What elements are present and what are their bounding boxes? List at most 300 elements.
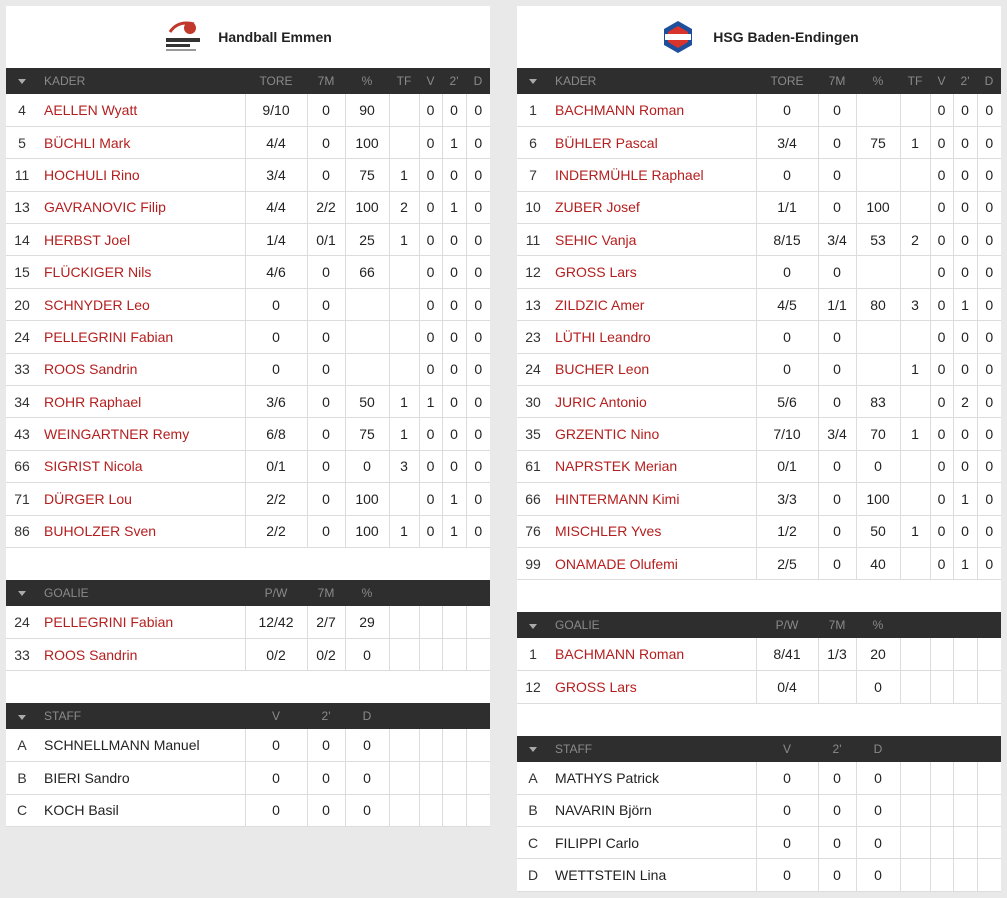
- percent-cell: 100: [856, 191, 900, 223]
- d-cell: 0: [977, 418, 1001, 450]
- team-panel-away: [517, 6, 1001, 892]
- 2min-header: 2': [321, 709, 331, 724]
- 2min-cell: 1: [442, 191, 466, 223]
- 7m-cell: 0: [307, 288, 345, 320]
- player-name[interactable]: GRZENTIC Nino: [549, 418, 756, 450]
- percent-cell: [856, 159, 900, 191]
- percent-header: %: [872, 74, 884, 88]
- 7m-cell: 0: [307, 418, 345, 450]
- tf-cell: [900, 159, 930, 191]
- 2min-cell: 0: [818, 762, 856, 794]
- tf-cell: [900, 483, 930, 515]
- v-cell: 0: [419, 321, 442, 353]
- 7m-cell: 2/2: [307, 191, 345, 223]
- v-cell: 0: [245, 762, 307, 794]
- team-header: [517, 6, 1001, 68]
- player-name[interactable]: BACHMANN Roman: [549, 94, 756, 126]
- player-number: 34: [6, 386, 38, 418]
- player-row: [6, 126, 490, 158]
- player-row: [517, 515, 1001, 547]
- player-number: 76: [517, 515, 549, 547]
- collapse-goalie-icon[interactable]: [6, 580, 38, 606]
- 7m-cell: 0: [307, 450, 345, 482]
- v-cell: 0: [245, 729, 307, 761]
- player-name[interactable]: HINTERMANN Kimi: [549, 483, 756, 515]
- tore-cell: 8/15: [756, 224, 818, 256]
- 2min-cell: 0: [953, 418, 977, 450]
- player-name[interactable]: SIGRIST Nicola: [38, 450, 245, 482]
- percent-cell: 80: [856, 288, 900, 320]
- d-cell: 0: [977, 353, 1001, 385]
- player-number: 71: [6, 483, 38, 515]
- tf-cell: [389, 94, 419, 126]
- staff-name: SCHNELLMANN Manuel: [38, 729, 245, 761]
- 2min-cell: 0: [953, 353, 977, 385]
- tore-cell: 4/6: [245, 256, 307, 288]
- tore-cell: 1/4: [245, 224, 307, 256]
- 2min-cell: 1: [953, 288, 977, 320]
- tore-cell: 4/5: [756, 288, 818, 320]
- staff-table: [6, 703, 490, 827]
- 2min-cell: 0: [442, 256, 466, 288]
- staff-letter: A: [517, 762, 549, 794]
- player-name[interactable]: SCHNYDER Leo: [38, 288, 245, 320]
- tf-header: TF: [907, 74, 923, 88]
- staff-letter: D: [517, 859, 549, 891]
- tf-cell: [389, 288, 419, 320]
- percent-cell: 100: [345, 515, 389, 547]
- 7m-cell: 0: [818, 450, 856, 482]
- v-cell: 0: [419, 353, 442, 385]
- goalie-name[interactable]: PELLEGRINI Fabian: [38, 606, 245, 638]
- player-name[interactable]: ROOS Sandrin: [38, 353, 245, 385]
- percent-cell: 25: [345, 224, 389, 256]
- goalie-table: [6, 580, 490, 671]
- player-name[interactable]: GAVRANOVIC Filip: [38, 191, 245, 223]
- tore-cell: 3/4: [756, 126, 818, 158]
- tf-cell: 3: [900, 288, 930, 320]
- tore-cell: 0: [245, 321, 307, 353]
- tore-cell: 0: [245, 288, 307, 320]
- tf-cell: 2: [900, 224, 930, 256]
- pw-cell: 8/41: [756, 638, 818, 670]
- 7m-header: 7M: [828, 74, 846, 88]
- player-number: 66: [6, 450, 38, 482]
- d-cell: 0: [856, 826, 900, 858]
- goalie-name[interactable]: ROOS Sandrin: [38, 638, 245, 670]
- v-cell: 0: [419, 94, 442, 126]
- player-row: [517, 126, 1001, 158]
- player-name[interactable]: BUHOLZER Sven: [38, 515, 245, 547]
- tf-cell: [389, 126, 419, 158]
- player-name[interactable]: HOCHULI Rino: [38, 159, 245, 191]
- d-cell: 0: [345, 729, 389, 761]
- player-number: 61: [517, 450, 549, 482]
- 2min-cell: 0: [442, 418, 466, 450]
- 2min-cell: 0: [442, 450, 466, 482]
- 2min-cell: 0: [953, 256, 977, 288]
- tore-header: TORE: [770, 74, 804, 88]
- percent-cell: 100: [345, 191, 389, 223]
- player-name[interactable]: DÜRGER Lou: [38, 483, 245, 515]
- pw-cell: 0/2: [245, 638, 307, 670]
- percent-cell: [345, 353, 389, 385]
- percent-cell: 75: [345, 418, 389, 450]
- tf-header: TF: [396, 74, 412, 88]
- player-row: [6, 418, 490, 450]
- kader-header-row: [6, 68, 490, 94]
- v-cell: 0: [930, 353, 953, 385]
- player-row: [6, 224, 490, 256]
- tore-cell: 0: [756, 256, 818, 288]
- goalie-row: [6, 638, 490, 670]
- goalie-name[interactable]: BACHMANN Roman: [549, 638, 756, 670]
- tf-cell: 1: [389, 224, 419, 256]
- player-name[interactable]: SEHIC Vanja: [549, 224, 756, 256]
- player-number: 11: [6, 159, 38, 191]
- tf-cell: 1: [389, 159, 419, 191]
- collapse-goalie-icon[interactable]: [517, 612, 549, 638]
- player-row: [517, 191, 1001, 223]
- 2min-cell: 0: [953, 126, 977, 158]
- 2min-cell: 0: [442, 353, 466, 385]
- player-row: [517, 386, 1001, 418]
- percent-cell: 0: [345, 638, 389, 670]
- 7m-cell: 0: [818, 515, 856, 547]
- player-name[interactable]: BUCHER Leon: [549, 353, 756, 385]
- tf-cell: [389, 483, 419, 515]
- player-row: [6, 386, 490, 418]
- percent-cell: [345, 321, 389, 353]
- staff-row: [6, 729, 490, 761]
- 2min-cell: 0: [953, 224, 977, 256]
- goalie-row: [6, 606, 490, 638]
- player-number: 12: [517, 256, 549, 288]
- v-cell: 0: [419, 191, 442, 223]
- d-cell: 0: [466, 483, 490, 515]
- goalie-number: 24: [6, 606, 38, 638]
- d-cell: 0: [856, 859, 900, 891]
- tf-cell: 1: [900, 126, 930, 158]
- 7m-cell: 3/4: [818, 418, 856, 450]
- v-header: V: [937, 74, 946, 88]
- d-cell: 0: [466, 288, 490, 320]
- percent-cell: 29: [345, 606, 389, 638]
- d-cell: 0: [466, 515, 490, 547]
- percent-cell: 75: [856, 126, 900, 158]
- player-name[interactable]: LÜTHI Leandro: [549, 321, 756, 353]
- player-row: [6, 256, 490, 288]
- goalie-name[interactable]: GROSS Lars: [549, 671, 756, 703]
- tf-cell: [900, 256, 930, 288]
- v-cell: 0: [756, 794, 818, 826]
- v-cell: 0: [419, 159, 442, 191]
- 2min-header: 2': [960, 74, 970, 88]
- player-name[interactable]: INDERMÜHLE Raphael: [549, 159, 756, 191]
- 7m-header: 7M: [317, 74, 335, 88]
- 2min-cell: 2: [953, 386, 977, 418]
- pw-cell: 0/4: [756, 671, 818, 703]
- 2min-cell: 0: [953, 191, 977, 223]
- player-row: [517, 159, 1001, 191]
- tore-cell: 6/8: [245, 418, 307, 450]
- player-name[interactable]: FLÜCKIGER Nils: [38, 256, 245, 288]
- tore-cell: 0: [756, 321, 818, 353]
- player-row: [6, 353, 490, 385]
- player-row: [517, 224, 1001, 256]
- player-row: [517, 288, 1001, 320]
- goalie-header[interactable]: GOALIE: [555, 618, 600, 633]
- d-cell: 0: [466, 94, 490, 126]
- player-row: [6, 515, 490, 547]
- 2min-cell: 0: [442, 321, 466, 353]
- staff-name: NAVARIN Björn: [549, 794, 756, 826]
- 7m-cell: 0: [818, 547, 856, 579]
- tf-cell: [900, 450, 930, 482]
- 2min-cell: 0: [953, 450, 977, 482]
- player-row: [517, 321, 1001, 353]
- v-cell: 0: [419, 288, 442, 320]
- 7m-header: 7M: [317, 585, 335, 600]
- tore-cell: 5/6: [756, 386, 818, 418]
- staff-row: [517, 762, 1001, 794]
- staff-header[interactable]: STAFF: [555, 741, 593, 756]
- player-name[interactable]: JURIC Antonio: [549, 386, 756, 418]
- section-spacer: [6, 671, 490, 703]
- tore-cell: 9/10: [245, 94, 307, 126]
- tf-cell: [389, 353, 419, 385]
- goalie-table: [517, 612, 1001, 703]
- 7m-cell: 0: [818, 386, 856, 418]
- 2min-cell: 0: [442, 159, 466, 191]
- tore-header: TORE: [259, 74, 293, 88]
- player-number: 24: [517, 353, 549, 385]
- 7m-cell: 0: [818, 353, 856, 385]
- player-name[interactable]: PELLEGRINI Fabian: [38, 321, 245, 353]
- 7m-cell: [818, 671, 856, 703]
- tore-cell: 0: [245, 353, 307, 385]
- tore-cell: 0: [756, 94, 818, 126]
- d-cell: 0: [466, 450, 490, 482]
- d-header: D: [984, 74, 994, 88]
- player-number: 10: [517, 191, 549, 223]
- percent-cell: [856, 321, 900, 353]
- team-header: [6, 6, 490, 68]
- tore-cell: 1/2: [756, 515, 818, 547]
- d-header: D: [362, 709, 372, 724]
- d-cell: 0: [977, 321, 1001, 353]
- collapse-staff-icon[interactable]: [6, 703, 38, 729]
- player-name[interactable]: NAPRSTEK Merian: [549, 450, 756, 482]
- 2min-cell: 0: [953, 321, 977, 353]
- 2min-cell: 1: [953, 483, 977, 515]
- tore-cell: 1/1: [756, 191, 818, 223]
- staff-row: [6, 762, 490, 794]
- tf-cell: 1: [900, 418, 930, 450]
- 2min-cell: 0: [442, 386, 466, 418]
- player-number: 43: [6, 418, 38, 450]
- player-number: 6: [517, 126, 549, 158]
- collapse-kader-icon[interactable]: [517, 68, 549, 94]
- player-name[interactable]: ONAMADE Olufemi: [549, 547, 756, 579]
- tf-cell: [900, 191, 930, 223]
- 7m-cell: 0/2: [307, 638, 345, 670]
- tf-cell: 1: [389, 515, 419, 547]
- section-spacer: [6, 548, 490, 580]
- player-name[interactable]: ROHR Raphael: [38, 386, 245, 418]
- 7m-cell: 0: [307, 515, 345, 547]
- staff-name: WETTSTEIN Lina: [549, 859, 756, 891]
- tf-cell: [389, 321, 419, 353]
- percent-header: %: [361, 74, 373, 88]
- tf-cell: 1: [389, 418, 419, 450]
- player-row: [6, 288, 490, 320]
- player-number: 1: [517, 94, 549, 126]
- player-number: 24: [6, 321, 38, 353]
- 7m-cell: 0: [818, 191, 856, 223]
- percent-cell: 100: [856, 483, 900, 515]
- v-cell: 0: [419, 224, 442, 256]
- tore-cell: 3/3: [756, 483, 818, 515]
- d-header: D: [873, 741, 883, 756]
- percent-cell: 66: [345, 256, 389, 288]
- tf-cell: 3: [389, 450, 419, 482]
- d-cell: 0: [977, 483, 1001, 515]
- 7m-cell: 1/3: [818, 638, 856, 670]
- player-row: [517, 353, 1001, 385]
- v-cell: 1: [419, 386, 442, 418]
- v-header: V: [782, 741, 791, 756]
- staff-name: KOCH Basil: [38, 794, 245, 826]
- goalie-header[interactable]: GOALIE: [44, 585, 89, 600]
- goalie-number: 12: [517, 671, 549, 703]
- kader-header-row: [517, 68, 1001, 94]
- v-cell: 0: [930, 547, 953, 579]
- 2min-cell: 0: [953, 159, 977, 191]
- player-number: 20: [6, 288, 38, 320]
- kader-header[interactable]: KADER: [44, 74, 86, 88]
- 7m-cell: 0: [818, 321, 856, 353]
- staff-letter: C: [6, 794, 38, 826]
- 2min-header: 2': [832, 741, 842, 756]
- tore-cell: 3/6: [245, 386, 307, 418]
- collapse-kader-icon[interactable]: [6, 68, 38, 94]
- tore-cell: 2/5: [756, 547, 818, 579]
- percent-cell: 90: [345, 94, 389, 126]
- player-number: 15: [6, 256, 38, 288]
- tf-cell: 1: [900, 353, 930, 385]
- v-cell: 0: [930, 191, 953, 223]
- tore-cell: 4/4: [245, 191, 307, 223]
- staff-header[interactable]: STAFF: [44, 709, 82, 724]
- 2min-cell: 1: [442, 483, 466, 515]
- 2min-cell: 1: [442, 126, 466, 158]
- percent-cell: 0: [345, 450, 389, 482]
- d-cell: 0: [466, 386, 490, 418]
- v-cell: 0: [930, 450, 953, 482]
- percent-cell: 0: [856, 671, 900, 703]
- v-cell: 0: [930, 483, 953, 515]
- percent-header: %: [872, 618, 884, 633]
- player-row: [517, 547, 1001, 579]
- player-name[interactable]: AELLEN Wyatt: [38, 94, 245, 126]
- pw-header: P/W: [264, 585, 288, 600]
- player-name[interactable]: BÜCHLI Mark: [38, 126, 245, 158]
- d-cell: 0: [466, 126, 490, 158]
- collapse-staff-icon[interactable]: [517, 736, 549, 762]
- player-name[interactable]: WEINGARTNER Remy: [38, 418, 245, 450]
- v-cell: 0: [419, 418, 442, 450]
- 2min-cell: 1: [442, 515, 466, 547]
- d-cell: 0: [345, 794, 389, 826]
- v-cell: 0: [930, 224, 953, 256]
- v-cell: 0: [930, 256, 953, 288]
- player-row: [6, 159, 490, 191]
- 7m-cell: 0: [818, 94, 856, 126]
- hsg-baden-endingen-logo[interactable]: [659, 18, 697, 56]
- d-cell: 0: [466, 321, 490, 353]
- 2min-cell: 0: [307, 762, 345, 794]
- player-name[interactable]: ZILDZIC Amer: [549, 288, 756, 320]
- v-cell: 0: [930, 321, 953, 353]
- 7m-cell: 0: [307, 256, 345, 288]
- v-cell: 0: [930, 94, 953, 126]
- d-cell: 0: [466, 256, 490, 288]
- 7m-cell: 0: [307, 386, 345, 418]
- staff-name: MATHYS Patrick: [549, 762, 756, 794]
- v-cell: 0: [245, 794, 307, 826]
- d-cell: 0: [466, 418, 490, 450]
- 7m-cell: 0: [307, 353, 345, 385]
- player-name[interactable]: GROSS Lars: [549, 256, 756, 288]
- staff-header-row: [517, 736, 1001, 762]
- handball-emmen-logo[interactable]: [164, 18, 202, 56]
- d-cell: 0: [977, 256, 1001, 288]
- staff-header-row: [6, 703, 490, 729]
- d-cell: 0: [977, 288, 1001, 320]
- percent-cell: 53: [856, 224, 900, 256]
- d-cell: 0: [466, 159, 490, 191]
- goalie-row: [517, 638, 1001, 670]
- team-name[interactable]: HSG Baden-Endingen: [713, 29, 859, 45]
- player-number: 5: [6, 126, 38, 158]
- player-number: 35: [517, 418, 549, 450]
- kader-header[interactable]: KADER: [555, 74, 597, 88]
- player-name[interactable]: ZUBER Josef: [549, 191, 756, 223]
- player-row: [6, 191, 490, 223]
- v-cell: 0: [419, 256, 442, 288]
- team-name[interactable]: Handball Emmen: [218, 29, 332, 45]
- percent-cell: 83: [856, 386, 900, 418]
- v-cell: 0: [419, 126, 442, 158]
- player-name[interactable]: MISCHLER Yves: [549, 515, 756, 547]
- percent-cell: 20: [856, 638, 900, 670]
- player-number: 30: [517, 386, 549, 418]
- tore-cell: 0/1: [756, 450, 818, 482]
- 2min-cell: 0: [953, 515, 977, 547]
- tore-cell: 4/4: [245, 126, 307, 158]
- player-row: [6, 450, 490, 482]
- tf-cell: [900, 386, 930, 418]
- player-number: 14: [6, 224, 38, 256]
- d-cell: 0: [345, 762, 389, 794]
- d-cell: 0: [977, 515, 1001, 547]
- v-cell: 0: [756, 826, 818, 858]
- player-name[interactable]: BÜHLER Pascal: [549, 126, 756, 158]
- percent-cell: 40: [856, 547, 900, 579]
- player-row: [517, 483, 1001, 515]
- player-name[interactable]: HERBST Joel: [38, 224, 245, 256]
